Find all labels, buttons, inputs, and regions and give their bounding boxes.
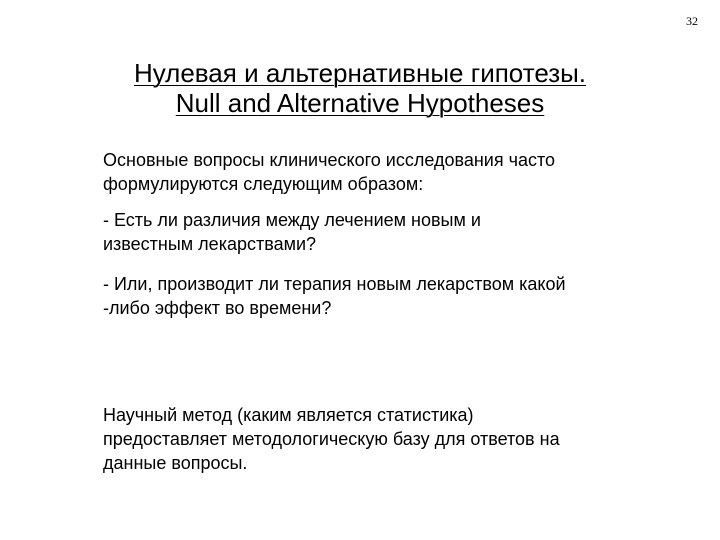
conclusion-line-2: предоставляет методологическую базу для ответов на: [103, 429, 560, 449]
question-1-line-1: - Есть ли различия между лечением новым и: [103, 210, 481, 230]
slide-title: [0, 58, 720, 118]
page-number: 32: [686, 14, 698, 28]
conclusion-line-1: Научный метод (каким является статистика): [103, 405, 474, 425]
question-2-line-2: -либо эффект во времени?: [103, 298, 332, 318]
conclusion-paragraph: [103, 403, 663, 475]
conclusion-line-3: данные вопросы.: [103, 453, 248, 473]
question-1-line-2: известным лекарствами?: [103, 234, 317, 254]
intro-line-1: Основные вопросы клинического исследования часто: [103, 150, 556, 170]
title-line-english: Null and Alternative Hypotheses: [175, 88, 545, 118]
question-2-paragraph: [103, 272, 663, 320]
title-line-russian: Нулевая и альтернативные гипотезы.: [133, 58, 587, 88]
question-2-line-1: - Или, производит ли терапия новым лекарством какой: [103, 274, 566, 294]
question-1-paragraph: [103, 208, 663, 256]
intro-line-2: формулируются следующим образом:: [103, 174, 424, 194]
intro-paragraph: [103, 148, 663, 196]
